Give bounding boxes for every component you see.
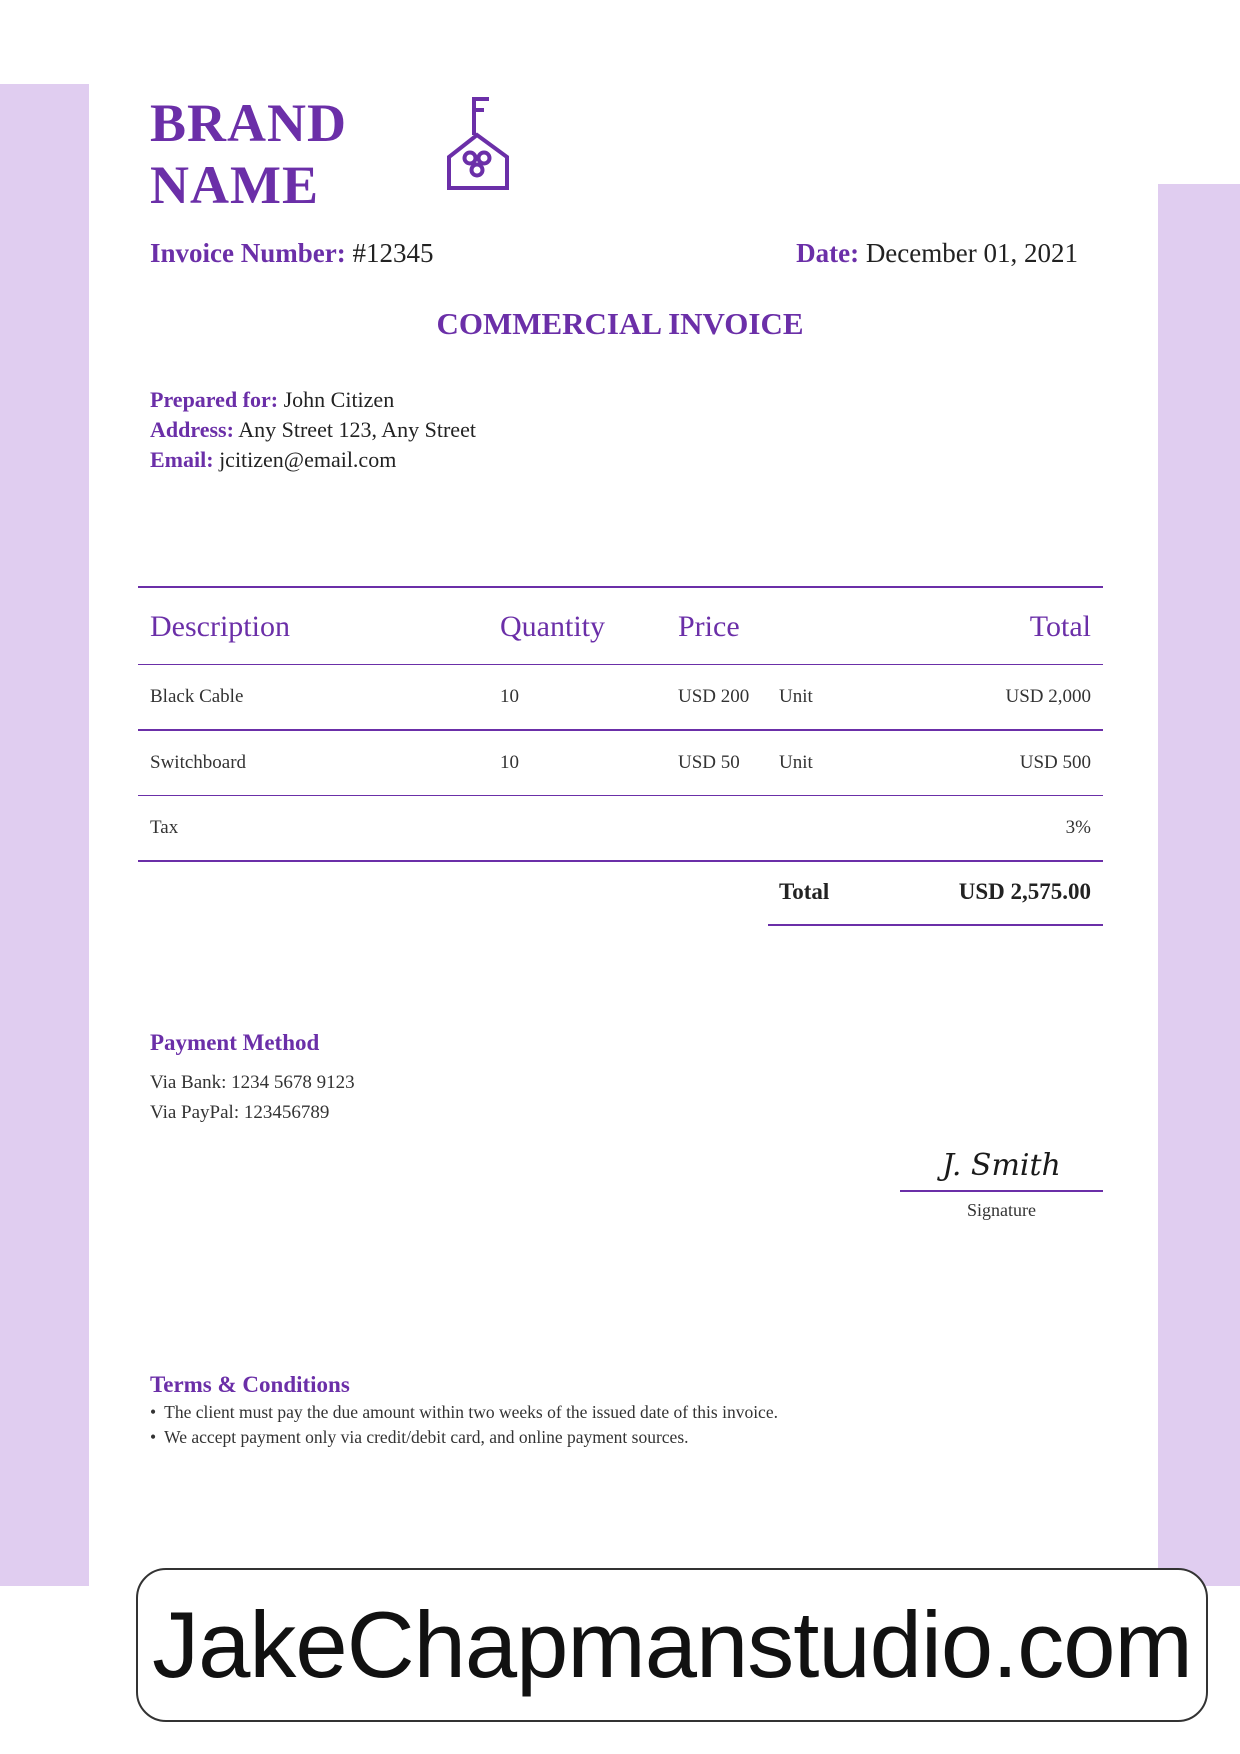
address-label: Address: <box>150 417 234 442</box>
invoice-date <box>796 238 1078 269</box>
cell-price: USD 50 <box>678 752 740 773</box>
brand-line-1: BRAND <box>150 93 348 153</box>
invoice-date-label: Date: <box>796 238 860 268</box>
watermark-banner <box>136 1568 1208 1722</box>
cell-description: Tax <box>150 817 179 838</box>
signature-mark: J. Smith <box>942 1148 1061 1183</box>
right-decor-band <box>1158 184 1240 1586</box>
table-row <box>138 731 1103 795</box>
terms-and-conditions <box>150 1372 778 1450</box>
cell-description: Black Cable <box>150 686 244 707</box>
address-value: Any Street 123, Any Street <box>238 417 476 442</box>
cell-description: Switchboard <box>150 752 247 773</box>
terms-item: • We accept payment only via credit/debit card, and online payment sources. <box>150 1425 778 1450</box>
payment-method <box>150 1030 355 1128</box>
signature-label: Signature <box>967 1200 1036 1220</box>
table-row <box>138 796 1103 860</box>
terms-list <box>150 1400 778 1450</box>
email-value: jcitizen@email.com <box>219 447 397 472</box>
header-total: Total <box>1029 610 1091 643</box>
signature-block <box>900 1148 1103 1221</box>
cell-total: 3% <box>1065 817 1091 838</box>
cell-total: USD 2,000 <box>1005 686 1091 707</box>
cell-total: USD 500 <box>1019 752 1091 773</box>
cell-price: USD 200 <box>678 686 750 707</box>
header-price: Price <box>678 610 740 643</box>
client-details <box>150 385 476 475</box>
grand-total <box>768 862 1103 926</box>
payment-paypal: Via PayPal: 123456789 <box>150 1102 330 1123</box>
prepared-for-label: Prepared for: <box>150 387 279 412</box>
signature-line <box>900 1190 1103 1192</box>
document-title: COMMERCIAL INVOICE <box>436 306 804 341</box>
cell-quantity: 10 <box>500 752 519 773</box>
invoice-number <box>150 238 433 269</box>
header-description: Description <box>150 610 290 643</box>
invoice-number-value: #12345 <box>352 238 434 268</box>
cell-unit: Unit <box>779 752 813 773</box>
watermark-text: JakeChapmanstudio.com <box>152 1592 1192 1697</box>
cell-unit: Unit <box>779 686 813 707</box>
brand-line-2: NAME <box>150 155 319 215</box>
invoice-number-label: Invoice Number: <box>150 238 346 268</box>
grand-total-label: Total <box>779 879 830 904</box>
terms-item: • The client must pay the due amount within two weeks of the issued date of this invoice. <box>150 1400 778 1425</box>
cell-quantity: 10 <box>500 686 519 707</box>
email-label: Email: <box>150 447 214 472</box>
tag-logo-icon <box>445 95 511 195</box>
invoice-date-value: December 01, 2021 <box>865 238 1078 268</box>
grand-total-value: USD 2,575.00 <box>958 879 1091 904</box>
prepared-for-value: John Citizen <box>283 387 395 412</box>
brand-name <box>150 92 347 216</box>
address <box>150 415 476 445</box>
table-header <box>138 588 1103 664</box>
line-items-table <box>138 586 1103 862</box>
terms-heading: Terms & Conditions <box>150 1372 350 1397</box>
email <box>150 445 476 475</box>
table-row <box>138 665 1103 729</box>
payment-heading: Payment Method <box>150 1030 320 1055</box>
prepared-for <box>150 385 476 415</box>
payment-bank: Via Bank: 1234 5678 9123 <box>150 1072 355 1093</box>
header-quantity: Quantity <box>500 610 605 643</box>
